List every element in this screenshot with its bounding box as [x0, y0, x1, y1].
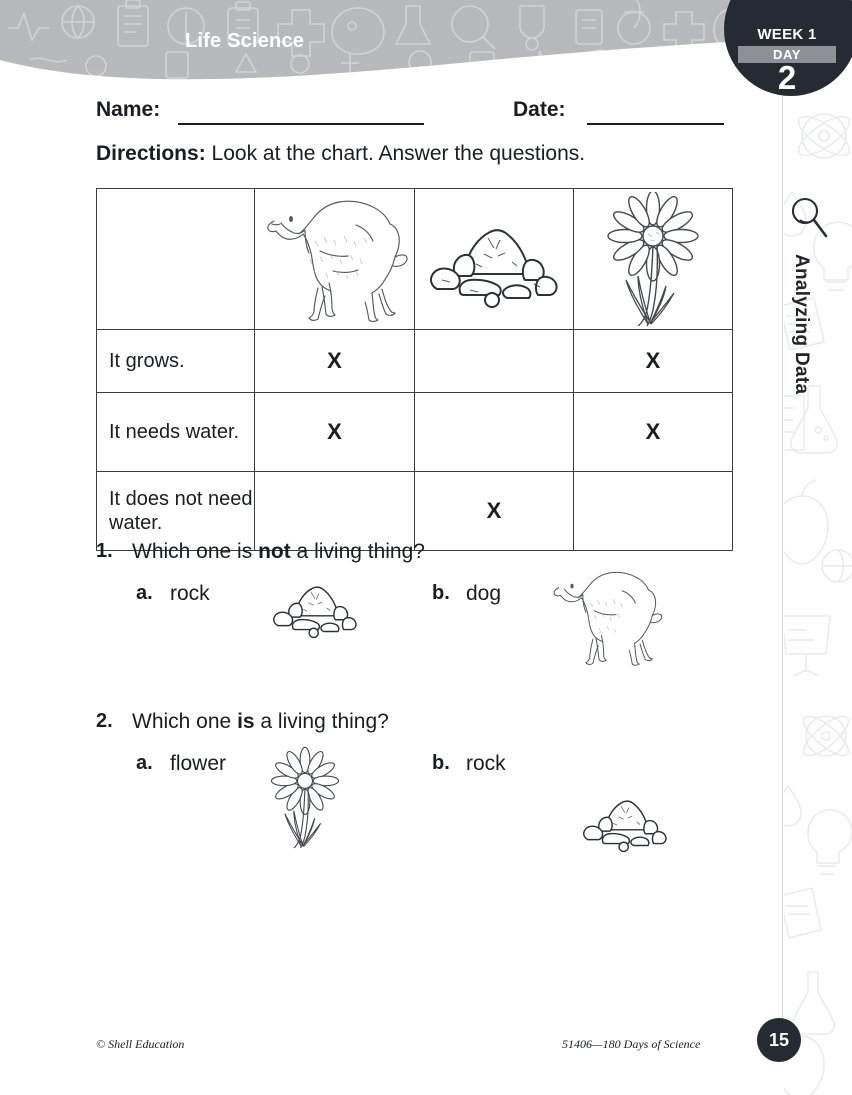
rail-doodle-pattern — [784, 96, 852, 1095]
footer-copyright: © Shell Education — [96, 1037, 185, 1051]
rock-pile-illustration — [256, 570, 374, 642]
directions-line — [96, 142, 585, 166]
chart-cell-grows-flower: X — [574, 330, 733, 393]
question-1-stem — [96, 540, 756, 564]
choice-label: dog — [466, 582, 502, 605]
flower-illustration — [598, 192, 708, 326]
question-2-number: 2. — [96, 710, 113, 732]
week-day-badge — [724, 0, 852, 96]
skill-tag — [790, 196, 830, 395]
choice-label: rock — [170, 582, 210, 605]
question-2-text: Which one is a living thing? — [132, 710, 389, 733]
directions-text: Look at the chart. Answer the questions. — [211, 142, 586, 165]
choice-letter: a. — [136, 582, 153, 604]
skill-tag-label: Analyzing Data — [791, 254, 812, 395]
question-1-text: Which one is not a living thing? — [132, 540, 425, 563]
name-input-line[interactable] — [178, 123, 424, 125]
question-1-number: 1. — [96, 540, 113, 562]
chart-row-grows — [97, 330, 733, 393]
chart-header-dog-cell — [255, 189, 415, 330]
chart-cell-notneed-rock: X — [415, 472, 574, 551]
question-1-emphasis: not — [258, 540, 291, 563]
living-things-chart — [96, 188, 733, 551]
chart-cell-grows-rock — [415, 330, 574, 393]
name-date-row — [96, 98, 736, 128]
rock-pile-illustration — [426, 204, 562, 314]
choice-letter: b. — [432, 582, 450, 604]
chart-cell-notneed-dog — [255, 472, 415, 551]
day-label: DAY — [738, 46, 836, 63]
chart-cell-notneed-flower — [574, 472, 733, 551]
name-label: Name: — [96, 98, 161, 121]
chart-row-label: It does not need water. — [97, 472, 255, 551]
chart-cell-needs-rock — [415, 393, 574, 472]
day-number: 2 — [777, 59, 797, 96]
question-2-emphasis: is — [237, 710, 255, 733]
choice-label: flower — [170, 752, 227, 775]
week-label: WEEK 1 — [757, 26, 817, 43]
chart-header-rock-cell — [415, 189, 574, 330]
dog-illustration — [260, 193, 410, 325]
choice-art — [566, 784, 684, 861]
question-1 — [96, 540, 756, 710]
question-1-choices — [96, 580, 756, 710]
choice-art — [256, 570, 374, 647]
chart-corner-cell — [97, 189, 255, 330]
date-input-line[interactable] — [587, 123, 724, 125]
choice-letter: b. — [432, 752, 450, 774]
chart-row-needs-water — [97, 393, 733, 472]
choice-label: rock — [466, 752, 506, 775]
choice-letter: a. — [136, 752, 153, 774]
question-2-choices — [96, 750, 756, 930]
chart-cell-grows-dog: X — [255, 330, 415, 393]
date-label: Date: — [513, 98, 566, 121]
footer-publication: 51406—180 Days of Science — [562, 1037, 701, 1051]
magnifying-glass-icon — [790, 196, 828, 240]
choice-art — [548, 566, 664, 673]
page-number-badge: 15 — [757, 1018, 801, 1062]
directions-prefix: Directions: — [96, 142, 206, 165]
chart-header-flower-cell — [574, 189, 733, 330]
dog-illustration — [548, 566, 664, 668]
rock-pile-illustration — [566, 784, 684, 856]
chart-row-label: It needs water. — [97, 393, 255, 472]
chart-row-not-need-water — [97, 472, 733, 551]
chart-row-label: It grows. — [97, 330, 255, 393]
chart-header-row — [97, 189, 733, 330]
choice-art — [264, 734, 346, 867]
question-2-stem — [96, 710, 756, 734]
chart-cell-needs-flower: X — [574, 393, 733, 472]
subject-title: Life Science — [185, 30, 305, 52]
chart-cell-needs-dog: X — [255, 393, 415, 472]
question-2 — [96, 710, 756, 930]
rail-divider — [782, 96, 783, 1026]
flower-illustration — [264, 734, 346, 862]
